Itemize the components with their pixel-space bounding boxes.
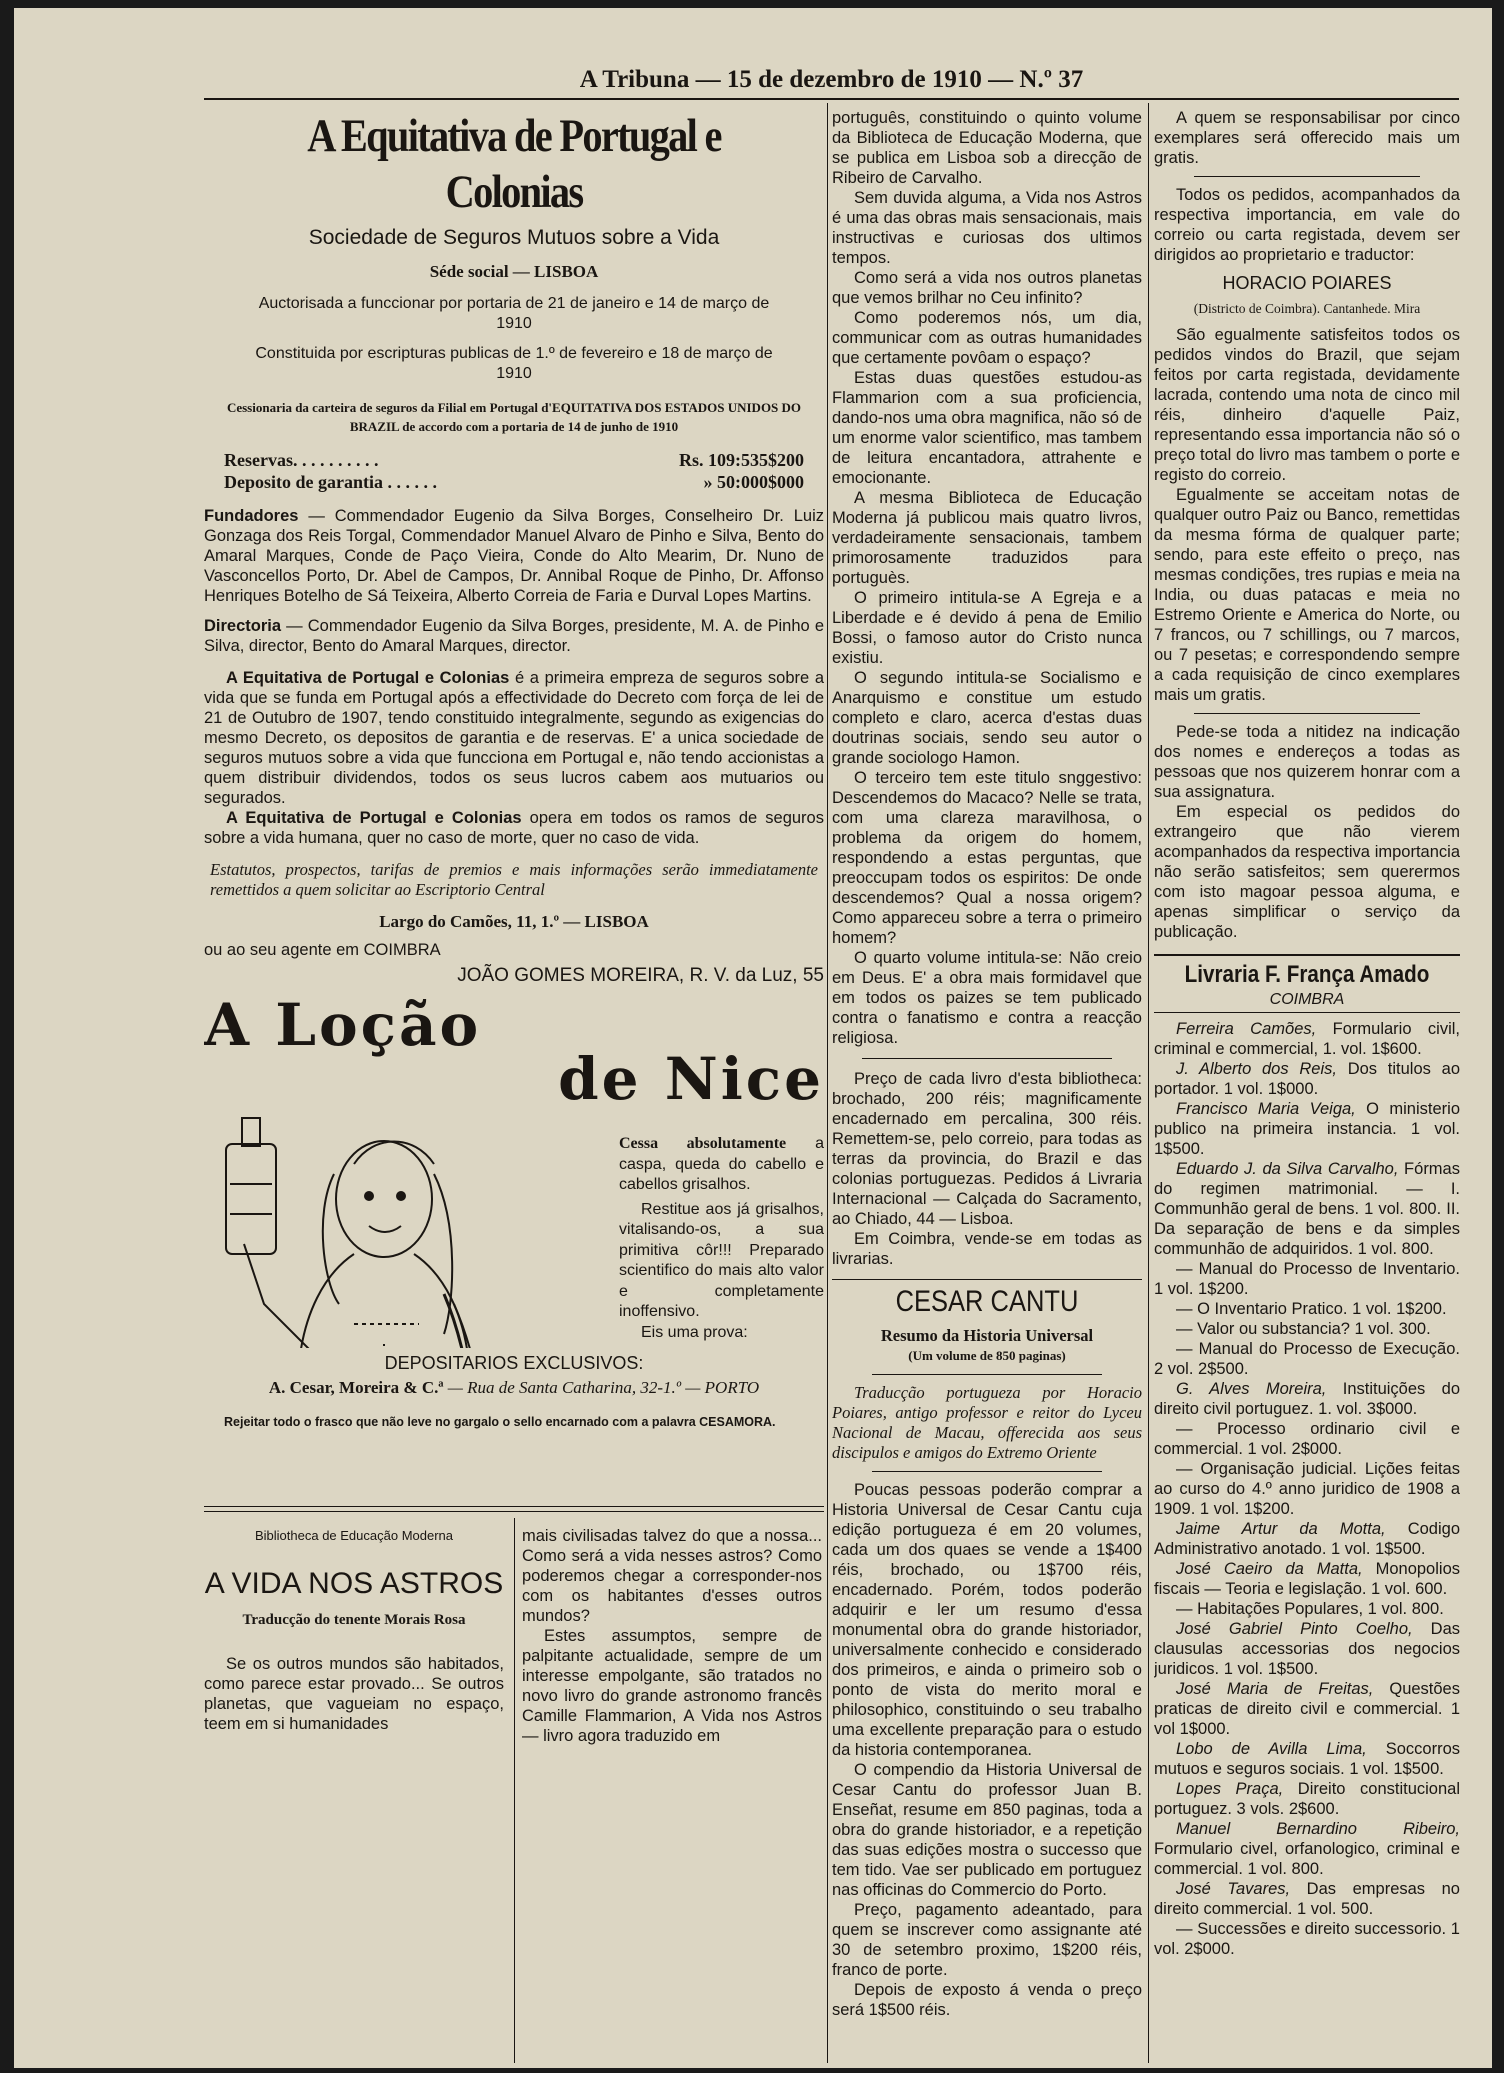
book-title: Dos titulos ao portador. 1 vol. 1$000.: [1154, 1060, 1460, 1098]
col2-para: Em Coimbra, vende-se em todas as livrarias.: [832, 1230, 1142, 1268]
book-entry: [1154, 1019, 1460, 1059]
depositarios-address: [204, 1378, 824, 1398]
column-rule: [827, 103, 828, 2063]
col2-para: O quarto volume intitula-se: Não creio em Deus. E' a obra mais formidavel que em todos os paizes se tem publicado contra o fanatismo e contra a reacção religiosa.: [832, 949, 1142, 1047]
book-entry: [1154, 1679, 1460, 1739]
deposit-row: [224, 472, 804, 492]
book-title: — Organisação judicial. Lições feitas ao curso do 4.º anno juridico de 1908 a 1909. 1 vol. 1$200.: [1154, 1460, 1460, 1518]
section-rule: [832, 1279, 1142, 1280]
astros-kicker: Bibliotheca de Educação Moderna: [254, 1528, 454, 1543]
separator-rule: [1194, 713, 1420, 714]
book-author: Eduardo J. da Silva Carvalho,: [1176, 1160, 1399, 1178]
book-entry: [1154, 1459, 1460, 1519]
book-entry: [1154, 1159, 1460, 1259]
col2-para: O primeiro intitula-se A Egreja e a Liberdade e é devido á pena de Emilio Bossi, o famoso autor do Cristo nunca existiu.: [832, 589, 1142, 667]
directors: [204, 616, 824, 656]
book-title: Codigo Administrativo anotado. 1 vol. 1$500.: [1154, 1520, 1460, 1558]
section-rule: [204, 1511, 824, 1512]
book-entry: [1154, 1779, 1460, 1819]
cesar-address: — Rua de Santa Catharina, 32-1.º — PORTO: [443, 1378, 760, 1397]
cantu-title: CESAR CANTU: [895, 1285, 1079, 1318]
directors-text: — Commendador Eugenio da Silva Borges, presidente, M. A. de Pinho e Silva, director, Bento do Amaral Marques, director.: [204, 617, 824, 655]
separator-rule: [1194, 176, 1420, 177]
cantu-para: O compendio da Historia Universal de Cesar Cantu do professor Juan B. Enseñat, resume em 850 paginas, toda a obra do grande historiador, e a repetição das suas edições mostra o successo que tem tido. Vae ser publicado em portuguez nas officinas do Commercio do Porto.: [832, 1761, 1142, 1899]
book-title: Instituições do direito civil portuguez. 1. vol. 3$000.: [1154, 1380, 1460, 1418]
equitativa-ad: [204, 108, 824, 1348]
locao-footer: [204, 1353, 824, 1523]
book-entry: [1154, 1879, 1460, 1919]
newspaper-page: [14, 8, 1492, 2068]
equitativa-para-2: [204, 808, 824, 848]
founders-head: Fundadores: [204, 507, 299, 525]
book-author: Lopes Praça,: [1176, 1780, 1284, 1798]
founders: [204, 506, 824, 606]
locao-ad: [204, 991, 824, 1348]
cantu-para: Poucas pessoas poderão comprar a Historia Universal de Cesar Cantu cuja edição portugueza é em 20 volumes, cada um dos quaes se vende a 1$400 réis, brochado, ou 1$700 réis, encadernado. Porém, todos poderão adquirir e ler um resumo d'essa monumental obra do grande historiador, universalmente conhecido e considerado dos primeiros, e ainda o primeiro sob o ponto de vista do merito moral e philosophico, constituindo o seu trabalho uma excellente preparação para o estudo da historia contemporanea.: [832, 1481, 1142, 1759]
col2-para: Estas duas questões estudou-as Flammarion com a sua proficiencia, dando-nos uma obra magnifica, não só de um enorme valor scientifico, mas tambem de leitura encantadora, attrahente e emocionante.: [832, 369, 1142, 487]
cantu-continued: [1154, 108, 1460, 2063]
col2-para: Como poderemos nós, um dia, communicar com as outras humanidades que certamente povôam o espaço?: [832, 309, 1142, 367]
book-title: Das empresas no direito commercial. 1 vol. 500.: [1154, 1880, 1460, 1918]
astros-para-3: Estes assumptos, sempre de palpitante actualidade, sempre de um interesse empolgante, são tratados no novo livro do grande astronomo francês Camille Flammarion, A Vida nos Astros — livro agora traduzido em: [522, 1627, 822, 1745]
book-title: — Processo ordinario civil e commercial. 1 vol. 2$000.: [1154, 1420, 1460, 1458]
book-title: Monopolios fiscais — Teoria e legislação. 1 vol. 600.: [1154, 1560, 1460, 1598]
separator-rule: [872, 1374, 1102, 1375]
deposit-value: » 50:000$000: [703, 472, 804, 492]
book-list: [1154, 1019, 1460, 1959]
book-entry: [1154, 1739, 1460, 1779]
book-entry: [1154, 1599, 1460, 1619]
equitativa-para-1-text: é a primeira empreza de seguros sobre a vida que se funda em Portugal após a effectividade do Decreto com força de lei de 21 de Outubro de 1907, tendo constituido integralmente, segundo as exigencias do mesmo Decreto, os depositos de garantia e de reservas. E' a unica sociedade de seguros mutuos sobre a vida que funcciona em Portugal e, não tendo accionistas a quem distribuir dividendos, todos os seus lucros cabem aos mutuarios ou segurados.: [204, 669, 824, 807]
locao-para-1: [619, 1134, 824, 1196]
book-title: Questões praticas de direito civil e commercial. 1 vol 1$000.: [1154, 1680, 1460, 1738]
directors-head: Directoria: [204, 617, 282, 635]
founders-text: — Commendador Eugenio da Silva Borges, Conselheiro Dr. Luiz Gonzaga dos Reis Torgal, Commendador Manuel Alvaro de Pinho e Silva, Bento do Amaral Marques, Conde de Paço Vieira, Conde do Alto Mearim, Dr. Nuno de Vasconcellos Porto, Dr. Abel de Campos, Dr. Annibal Roque de Pinho, Dr. Affonso Henriques Botelho de Sá Teixeira, Alberto Correia de Faria e Durval Lopes Martins.: [204, 507, 824, 605]
section-rule: [1154, 1012, 1460, 1013]
book-title: — Manual do Processo de Execução. 2 vol. 2$500.: [1154, 1340, 1460, 1378]
col3-para: Em especial os pedidos do extrangeiro que não vierem acompanhados da respectiva importancia não serão satisfeitos; sem querermos com isto magoar pessoa alguma, e apenas simplificar o serviço da publicação.: [1154, 803, 1460, 941]
equitativa-cession: Cessionaria da carteira de seguros da Filial em Portugal d'EQUITATIVA DOS ESTADOS UNIDOS DO BRAZIL de accordo com a portaria de 14 de junho de 1910: [226, 400, 802, 434]
book-title: Fórmas do regimen matrimonial. — I. Communhão geral de bens. 1 vol. 800. II. Da separação de bens e da simples communhão de adquiridos. 1 vol. 800.: [1154, 1160, 1460, 1258]
col2-para: O segundo intitula-se Socialismo e Anarquismo e constitue um estudo completo e claro, acerca d'estas duas doutrinas sociais, sendo seu autor o grande sociologo Hamon.: [832, 669, 1142, 767]
agent-intro: ou ao seu agente em COIMBRA: [204, 941, 441, 959]
book-title: — Valor ou substancia? 1 vol. 300.: [1176, 1320, 1431, 1338]
section-rule: [204, 1506, 824, 1507]
book-entry: [1154, 1619, 1460, 1679]
col3-para: Egualmente se acceitam notas de qualquer outro Paiz ou Banco, remettidas da mesma fórma de qualquer parte; sendo, para este effeito o preço, nas mesmas condições, tres rupias e meia na India, ou duas patacas e meia no Estremo Oriente e America do Norte, ou 7 francos, ou 7 schillings, ou 7 marcos, ou 7 pesetas; e correspondendo sempre a cada requisição de cinco exemplares mais um gratis.: [1154, 486, 1460, 704]
equitativa-para-1: [204, 668, 824, 808]
book-author: J. Alberto dos Reis,: [1176, 1060, 1337, 1078]
equitativa-name: A Equitativa de Portugal e Colonias: [226, 809, 522, 827]
astros-continued: [832, 108, 1142, 2063]
col2-para: português, constituindo o quinto volume da Biblioteca de Educação Moderna, que se publica em Lisboa sob a direcção de Ribeiro de Carvalho.: [832, 109, 1142, 187]
ornamental-rule: [1154, 954, 1460, 956]
col2-para: Sem duvida alguma, a Vida nos Astros é uma das obras mais sensacionais, mais instructivas e curiosas dos ultimos tempos.: [832, 189, 1142, 267]
book-entry: [1154, 1259, 1460, 1299]
locao-para-3: Eis uma prova:: [641, 1323, 748, 1341]
separator-rule: [862, 1058, 1112, 1059]
book-entry: [1154, 1519, 1460, 1559]
cantu-subtitle: Resumo da Historia Universal: [880, 1326, 1094, 1345]
equitativa-const: Constituida por escripturas publicas de 1.º de fevereiro e 18 de março de 1910: [255, 345, 773, 382]
book-entry: [1154, 1819, 1460, 1879]
book-author: José Maria de Freitas,: [1176, 1680, 1374, 1698]
book-entry: [1154, 1319, 1460, 1339]
reserves-value: Rs. 109:535$200: [679, 450, 804, 470]
livraria-city: COIMBRA: [1269, 991, 1345, 1008]
book-entry: [1154, 1299, 1460, 1319]
book-author: Manuel Bernardino Ribeiro,: [1176, 1820, 1460, 1838]
depositarios: DEPOSITARIOS EXCLUSIVOS:: [384, 1353, 644, 1373]
book-title: — Manual do Processo de Inventario. 1 vol. 1$200.: [1154, 1260, 1460, 1298]
livraria-title: Livraria F. França Amado: [1184, 961, 1430, 988]
cantu-volume: (Um volume de 850 paginas): [908, 1348, 1066, 1363]
locao-title-2: de Nice: [558, 1045, 824, 1113]
column-rule: [514, 1518, 515, 2063]
col3-para: A quem se responsabilisar por cinco exemplares será offerecido mais um gratis.: [1154, 109, 1460, 167]
col2-para: A mesma Biblioteca de Educação Moderna já publicou mais quatro livros, verdadeiramente sensacionais, tambem primorosamente traduzidos para portuguès.: [832, 489, 1142, 587]
deposit-label: Deposito de garantia . . . . . .: [224, 472, 437, 492]
cantu-para: Depois de exposto á venda o preço será 1$500 réis.: [832, 1981, 1142, 2019]
astros-para-1: Se os outros mundos são habitados, como parece estar provado... Se outros planetas, que vagueiam no espaço, teem em si humanidades: [204, 1655, 504, 1733]
book-title: Direito constitucional portuguez. 3 vols. 2$600.: [1154, 1780, 1460, 1818]
equitativa-sede: Séde social — LISBOA: [429, 262, 599, 281]
locao-para-2: Restitue aos já grisalhos, vitalisando-os, a sua primitiva côr!!! Preparado scientifico do mais alto valor e completamente inoffensivo.: [619, 1200, 824, 1320]
locao-lead: Cessa absolutamente: [619, 1135, 787, 1152]
woman-with-bottle-illustration: [204, 1104, 504, 1348]
book-entry: [1154, 1919, 1460, 1959]
astros-para-2: mais civilisadas talvez do que a nossa... Como será a vida nesses astros? Como poderemos chegar a corresponder-nos com os habitantes d'esses outros mundos?: [522, 1527, 822, 1625]
book-author: G. Alves Moreira,: [1176, 1380, 1327, 1398]
book-author: Ferreira Camões,: [1176, 1020, 1317, 1038]
reserves-row: [224, 450, 804, 470]
locao-title-1: A Loção: [204, 991, 482, 1059]
book-author: Francisco Maria Veiga,: [1176, 1100, 1356, 1118]
cantu-translation: Traducção portugueza por Horacio Poiares, antigo professor e reitor do Lyceu Nacional de Macau, offerecida aos seus discipulos e amigos do Extremo Oriente: [832, 1383, 1142, 1462]
poiares-name: HORACIO POIARES: [1222, 273, 1392, 293]
astros-title: A VIDA NOS ASTROS: [204, 1567, 504, 1600]
book-title: Formulario civel, orfanologico, criminal e commercial. 1 vol. 800.: [1154, 1840, 1460, 1878]
astros-subtitle: Traducção do tenente Morais Rosa: [242, 1612, 466, 1628]
reject-notice: Rejeitar todo o frasco que não leve no gargalo o sello encarnado com a palavra CESAMORA.: [224, 1415, 776, 1429]
agent-name: JOÃO GOMES MOREIRA, R. V. da Luz, 55: [457, 965, 824, 986]
col3-para: São egualmente satisfeitos todos os pedidos vindos do Brazil, que sejam feitos por carta registada, devidamente lacrada, contendo uma nota de cinco mil réis, dinheiro d'aquelle Paiz, representando essa importancia não só o preço total do livro mas tambem o porte e registo do correio.: [1154, 326, 1460, 484]
book-author: José Caeiro da Matta,: [1176, 1560, 1363, 1578]
column-rule: [1148, 103, 1149, 2063]
book-author: José Tavares,: [1176, 1880, 1291, 1898]
book-title: O ministerio publico na primeira instancia. 1 vol. 1$500.: [1154, 1100, 1460, 1158]
equitativa-address: Largo do Camões, 11, 1.º — LISBOA: [379, 912, 649, 931]
book-title: Formulario civil, criminal e commercial, 1. vol. 1$600.: [1154, 1020, 1460, 1058]
col2-para: Como será a vida nos outros planetas que vemos brilhar no Ceu infinito?: [832, 269, 1142, 307]
cantu-para: Preço, pagamento adeantado, para quem se inscrever como assignante até 30 de setembro proximo, 1$200 réis, franco de porte.: [832, 1901, 1142, 1979]
reserves-label: Reservas. . . . . . . . . .: [224, 450, 379, 470]
book-entry: [1154, 1099, 1460, 1159]
equitativa-name: A Equitativa de Portugal e Colonias: [226, 669, 510, 687]
locao-text: [619, 1134, 824, 1348]
header-rule: [204, 98, 1459, 100]
col3-para: Todos os pedidos, acompanhados da respectiva importancia, em vale do correio ou carta registada, devem ser dirigidos ao proprietario e traductor:: [1154, 186, 1460, 264]
statutes-note: Estatutos, prospectos, tarifas de premios e mais informações serão immediatamente remettidos a quem solicitar ao Escriptorio Central: [210, 860, 818, 899]
col2-para: O terceiro tem este titulo snggestivo: Descendemos do Macaco? Nelle se trata, com uma clareza maravilhosa, o problema da origem do homem, respondendo a estas perguntas, que preoccupam todos os espiritos: De onde descendemos? Qual a nossa origem? Como appareceu sobre a terra o primeiro homem?: [832, 769, 1142, 947]
book-author: Lobo de Avilla Lima,: [1176, 1740, 1367, 1758]
book-title: — Habitações Populares, 1 vol. 800.: [1176, 1600, 1444, 1618]
col2-para: Preço de cada livro d'esta bibliotheca: brochado, 200 réis; magnificamente encadernado em percalina, 300 réis. Remettem-se, pelo correio, para todas as terras da provincia, do Brazil e das colonias portuguezas. Pedidos á Livraria Internacional — Calçada do Sacramento, ao Chiado, 44 — Lisboa.: [832, 1070, 1142, 1228]
book-title: — Successões e direito successorio. 1 vol. 2$000.: [1154, 1920, 1460, 1958]
book-entry: [1154, 1559, 1460, 1599]
locao-para-1-text: a caspa, queda do cabello e cabellos grisalhos.: [619, 1135, 824, 1193]
astros-right: [522, 1526, 822, 2061]
book-title: — O Inventario Pratico. 1 vol. 1$200.: [1176, 1300, 1447, 1318]
astros-left: [204, 1526, 504, 2061]
equitativa-para-2-text: opera em todos os ramos de seguros sobre a vida humana, quer no caso de morte, quer no caso de vida.: [204, 809, 824, 847]
equitativa-auth: Auctorisada a funccionar por portaria de 21 de janeiro e 14 de março de 1910: [258, 295, 770, 332]
book-entry: [1154, 1059, 1460, 1099]
book-title: Das clausulas accessorias dos negocios juridicos. 1 vol. 1$500.: [1154, 1620, 1460, 1678]
poiares-address: (Districto de Coimbra). Cantanhede. Mira: [1193, 301, 1421, 316]
equitativa-subtitle: Sociedade de Seguros Mutuos sobre a Vida: [308, 226, 720, 249]
book-author: José Gabriel Pinto Coelho,: [1176, 1620, 1413, 1638]
col3-para: Pede-se toda a nitidez na indicação dos nomes e endereços a todas as pessoas que nos quizerem honrar com a sua assignatura.: [1154, 723, 1460, 801]
book-entry: [1154, 1419, 1460, 1459]
separator-rule: [872, 1471, 1102, 1472]
cesar-moreira: A. Cesar, Moreira & C.ª: [268, 1378, 444, 1397]
book-author: Jaime Artur da Motta,: [1176, 1520, 1386, 1538]
book-entry: [1154, 1379, 1460, 1419]
book-title: Soccorros mutuos e seguros sociais. 1 vol. 1$500.: [1154, 1740, 1460, 1778]
running-head: A Tribuna — 15 de dezembro de 1910 — N.º 37: [579, 66, 1084, 93]
equitativa-title: A Equitativa de Portugal e Colonias: [307, 110, 721, 218]
book-entry: [1154, 1339, 1460, 1379]
